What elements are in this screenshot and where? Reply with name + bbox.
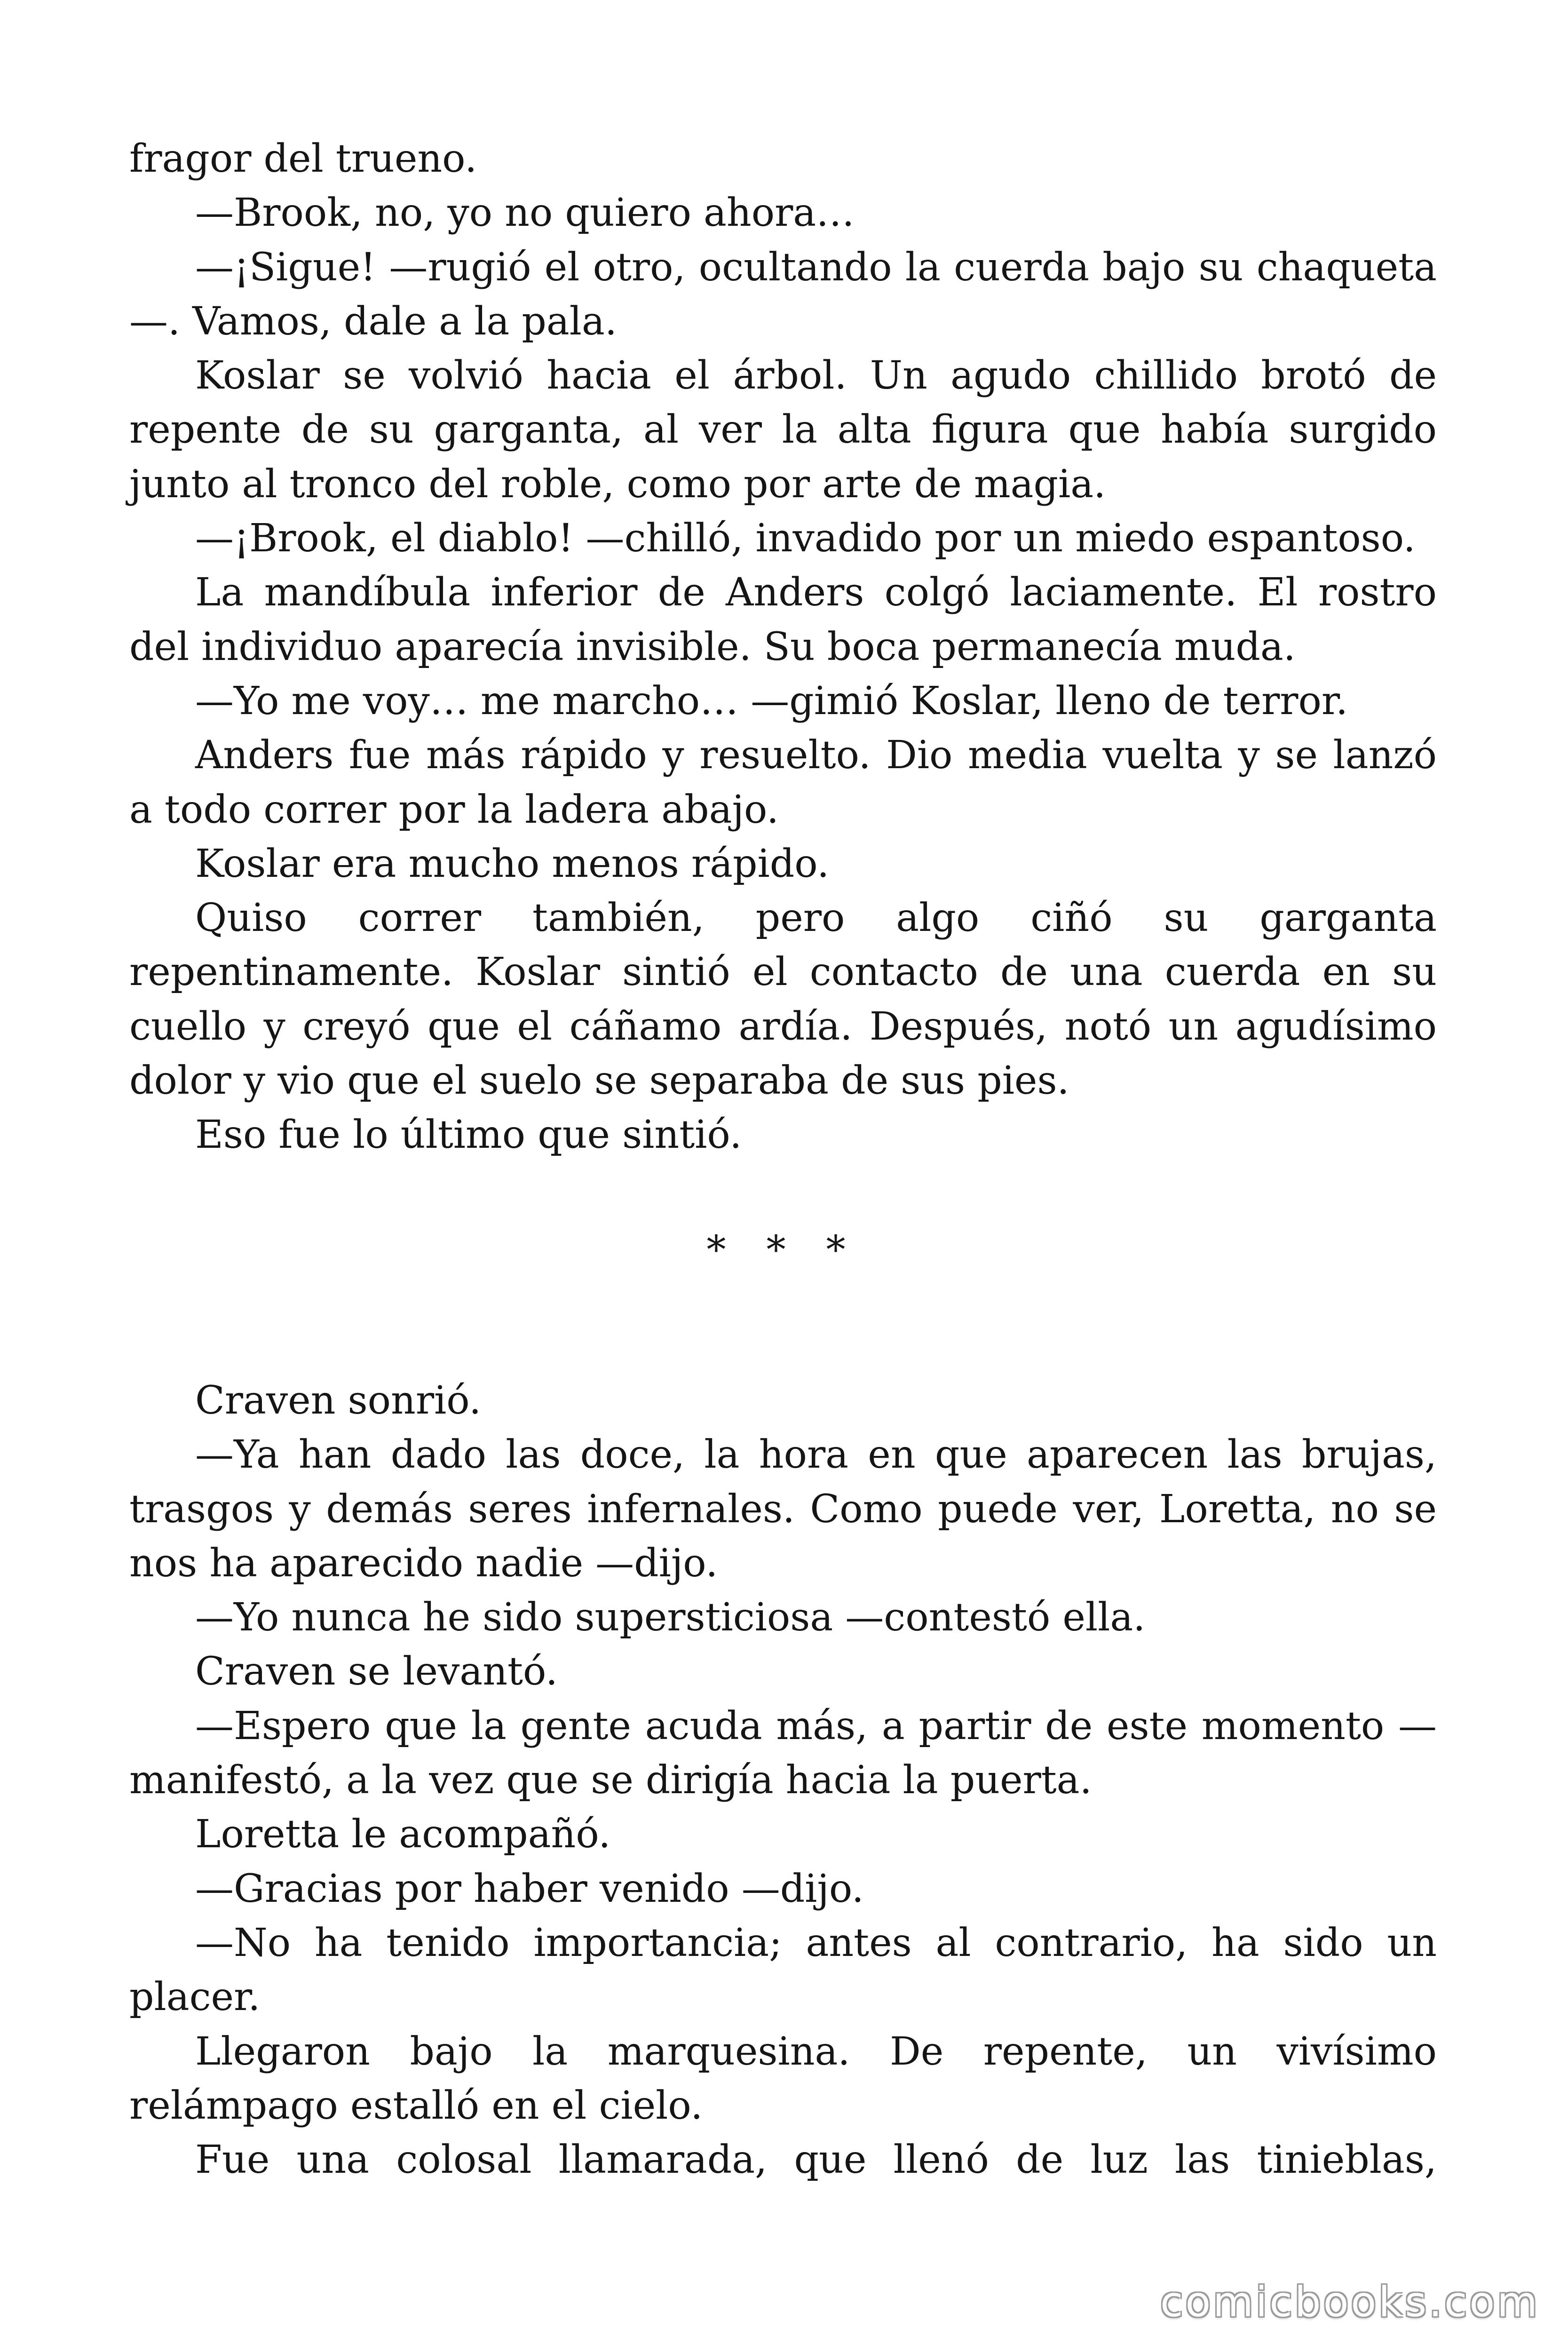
scene-break: * * * xyxy=(706,1228,860,1272)
text-block-bottom xyxy=(129,1374,1437,2187)
paragraph: —Yo me voy… me marcho… —gimió Koslar, lleno de terror. xyxy=(195,678,1348,723)
paragraph: —¡Brook, el diablo! —chilló, invadido por un miedo espantoso. xyxy=(195,516,1416,561)
paragraph: Loretta le acompañó. xyxy=(195,1812,611,1857)
paragraph: Quiso correr también, pero algo ciñó su garganta repentinamente. Koslar sintió el contacto de una cuerda en su cuello y creyó que el cáñamo ardía. Después, notó un agudísimo dolor y vio que el suelo se separaba de sus pies. xyxy=(129,896,1437,1104)
paragraph: —¡Sigue! —rugió el otro, ocultando la cuerda bajo su chaqueta —. Vamos, dale a la pala. xyxy=(129,245,1437,344)
paragraph: —Espero que la gente acuda más, a partir de este momento — manifestó, a la vez que se dirigía hacia la puerta. xyxy=(129,1703,1437,1803)
paragraph: Craven sonrió. xyxy=(195,1378,482,1423)
paragraph: Eso fue lo último que sintió. xyxy=(195,1112,742,1158)
paragraph: La mandíbula inferior de Anders colgó laciamente. El rostro del individuo aparecía invisible. Su boca permanecía muda. xyxy=(129,570,1437,669)
paragraph: —Ya han dado las doce, la hora en que aparecen las brujas, trasgos y demás seres infernales. Como puede ver, Loretta, no se nos ha aparecido nadie —dijo. xyxy=(129,1432,1437,1586)
paragraph: —Gracias por haber venido —dijo. xyxy=(195,1866,864,1911)
paragraph: Fue una colosal llamarada, que llenó de luz las tinieblas, xyxy=(195,2137,1437,2183)
watermark: comicbooks.com xyxy=(1160,2278,1540,2326)
text-block-top xyxy=(129,132,1437,1162)
paragraph: —No ha tenido importancia; antes al contrario, ha sido un placer. xyxy=(129,1920,1437,2020)
paragraph: Llegaron bajo la marquesina. De repente, un vivísimo relámpago estalló en el cielo. xyxy=(129,2029,1437,2128)
paragraph: Koslar era mucho menos rápido. xyxy=(195,841,830,886)
paragraph: —Yo nunca he sido supersticiosa —contestó ella. xyxy=(195,1595,1146,1640)
paragraph: —Brook, no, yo no quiero ahora… xyxy=(195,191,855,236)
paragraph: Craven se levantó. xyxy=(195,1649,558,1694)
paragraph: Anders fue más rápido y resuelto. Dio media vuelta y se lanzó a todo correr por la ladera abajo. xyxy=(129,733,1437,832)
paragraph: fragor del trueno. xyxy=(129,136,477,181)
paragraph: Koslar se volvió hacia el árbol. Un agudo chillido brotó de repente de su garganta, al ver la alta figura que había surgido junto al tronco del roble, como por arte de magia. xyxy=(129,353,1437,507)
